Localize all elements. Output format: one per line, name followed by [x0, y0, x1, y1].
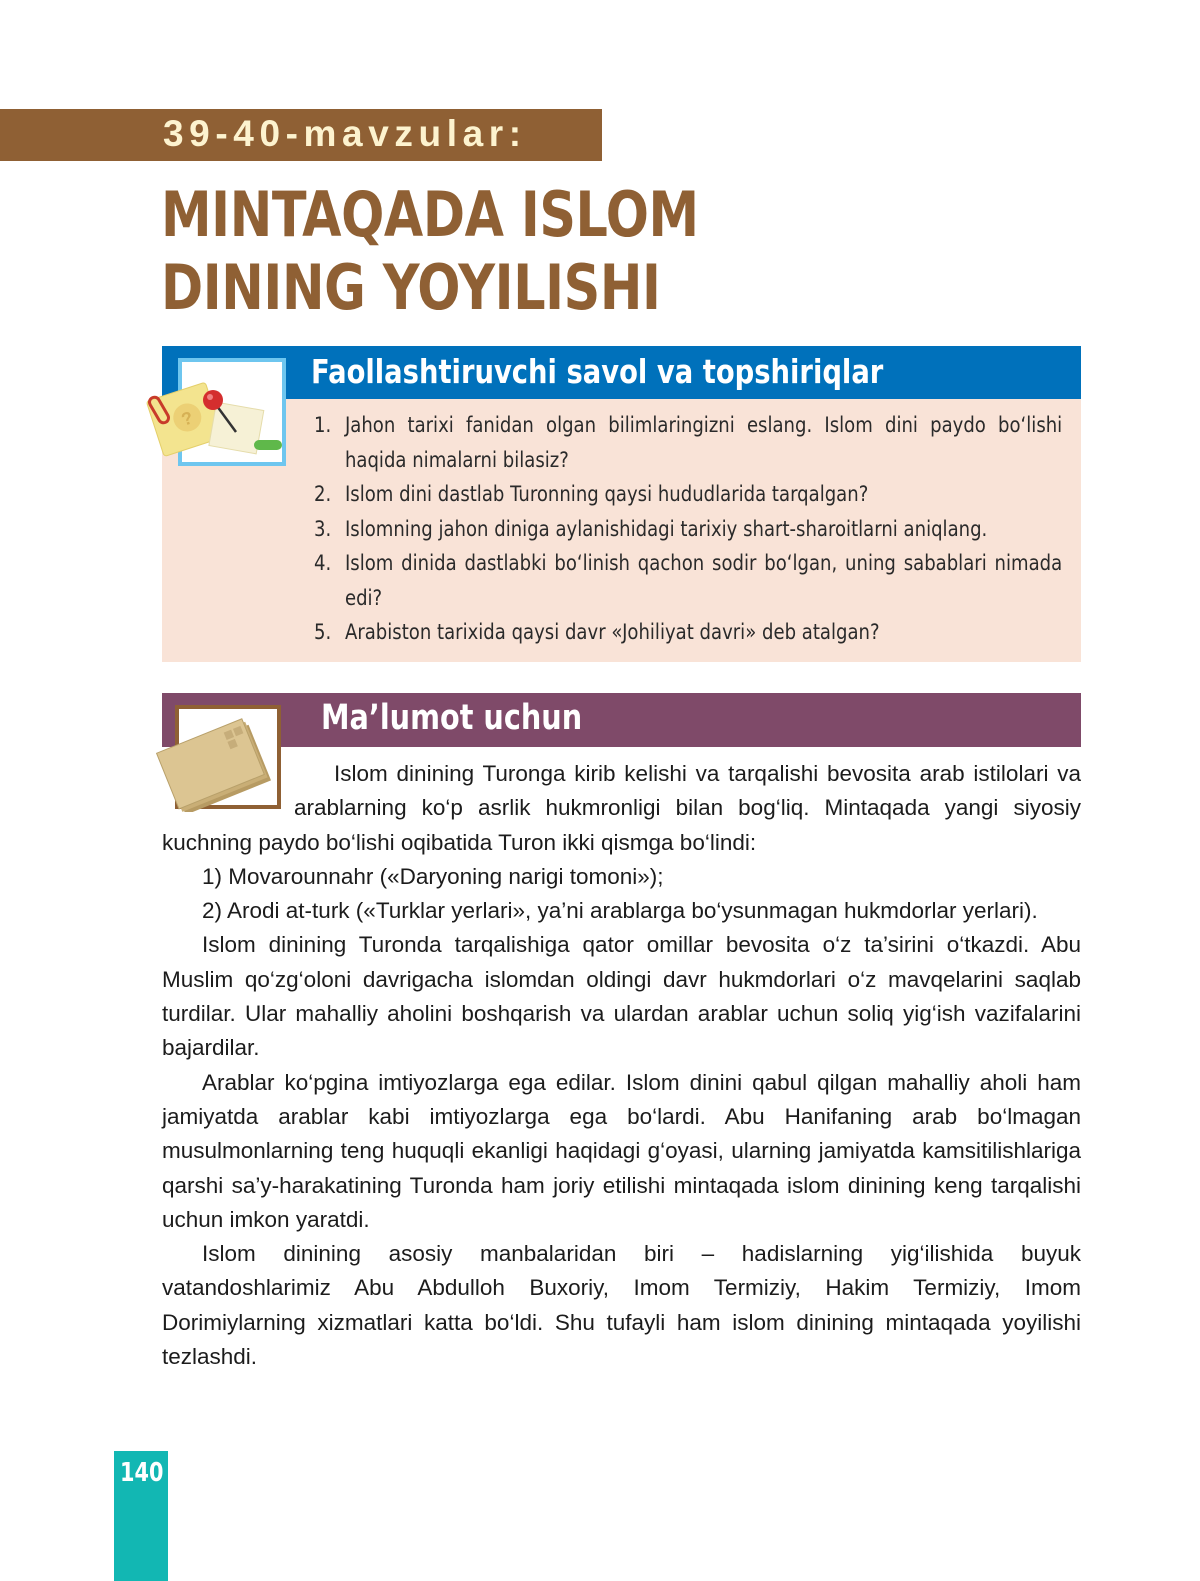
svg-text:?: ? [178, 407, 196, 430]
body-text [162, 757, 1081, 1374]
page-title-line-1: MINTAQADA ISLOM [161, 178, 699, 251]
question-number: 4. [314, 551, 332, 575]
topic-label: 39-40-mavzular: [163, 113, 527, 154]
question-item-4 [314, 546, 1062, 615]
paragraph-2: 1) Movarounnahr («Daryoning narigi tomoni»); [202, 863, 664, 889]
question-number: 3. [314, 516, 332, 541]
notes-pin-icon [146, 380, 286, 460]
question-number: 5. [314, 620, 332, 644]
questions-header [162, 346, 1081, 399]
question-item-1 [314, 408, 1062, 477]
question-item-5 [314, 615, 1062, 650]
questions-header-title: Faollashtiruvchi savol va topshiriqlar [311, 352, 884, 391]
question-item-2 [314, 477, 1062, 512]
page-number-tab [114, 1451, 168, 1581]
question-text: Jahon tarixi fanidan olgan bilimlaringizni eslang. Islom dini paydo bo‘lishi haqida nimalarni bilasiz? [344, 413, 1063, 472]
questions-list [314, 408, 1064, 650]
topic-banner [0, 109, 602, 161]
paragraph-5: Arablar ko‘pgina imtiyozlarga ega edilar. Islom dinini qabul qilgan mahalliy aholi ham jamiyatda arablar kabi imtiyozlarga ega bo‘lardi. Abu Hanifaning arab bo‘lmagan musulmonlarning teng huquqli ekanligi haqidagi g‘oyasi, ularning jamiyatda kamsitilishlariga qarshi sa’y-harakatining Turonda ham joriy etilishi mintaqada islom dinining keng tarqalishi uchun imkon yaratdi. [162, 1069, 1081, 1232]
paragraph-3: 2) Arodi at-turk («Turklar yerlari», ya’ni arablarga bo‘ysunmagan hukmdorlar yerlari). [202, 898, 1038, 924]
question-text: Islom dini dastlab Turonning qaysi hududlarida tarqalgan? [344, 482, 869, 506]
paragraph-6: Islom dinining asosiy manbalaridan biri – hadislarning yig‘ilishida buyuk vatandoshlarimiz Abu Abdulloh Buxoriy, Imom Termiziy, Hakim Termiziy, Imom Dorimiylarning xizmatlari katta bo‘ldi. Shu tufayli ham islom dinining mintaqada yoyilishi tezlashdi. [162, 1241, 1081, 1370]
question-number: 2. [314, 482, 332, 506]
paragraph-4: Islom dinining Turonda tarqalishiga qator omillar bevosita o‘z ta’sirini o‘tkazdi. Abu Muslim qo‘zg‘oloni davrigacha islomdan oldingi davr hukmdorlari o‘z mavqelarini saqlab turdilar. Ular mahalliy aholini boshqarish va ulardan arablar uchun soliq yig‘ish vazifalarini bajardilar. [162, 932, 1081, 1061]
page-title-line-2: DINING YOYILISHI [161, 251, 661, 324]
question-number: 1. [314, 413, 332, 437]
info-header-title: Ma’lumot uchun [321, 698, 583, 738]
question-text: Islom dinida dastlabki bo‘linish qachon sodir bo‘lgan, uning sabablari nimada edi? [344, 551, 1063, 610]
info-header [162, 693, 1081, 747]
page-number: 140 [120, 1458, 164, 1488]
question-item-3 [314, 512, 1062, 547]
paragraph-1: Islom dinining Turonga kirib kelishi va tarqalishi bevosita arab istilolari va arablarning ko‘p asrlik hukmronligi bilan bog‘liq. Mintaqada yangi siyosiy kuchning paydo bo‘lishi oqibatida Turon ikki qismga bo‘lindi: [162, 761, 1081, 855]
page-title [161, 178, 699, 324]
question-text: Islomning jahon diniga aylanishidagi tarixiy shart-sharoitlarni aniqlang. [344, 516, 988, 541]
question-text: Arabiston tarixida qaysi davr «Johiliyat davri» deb atalgan? [344, 620, 880, 644]
